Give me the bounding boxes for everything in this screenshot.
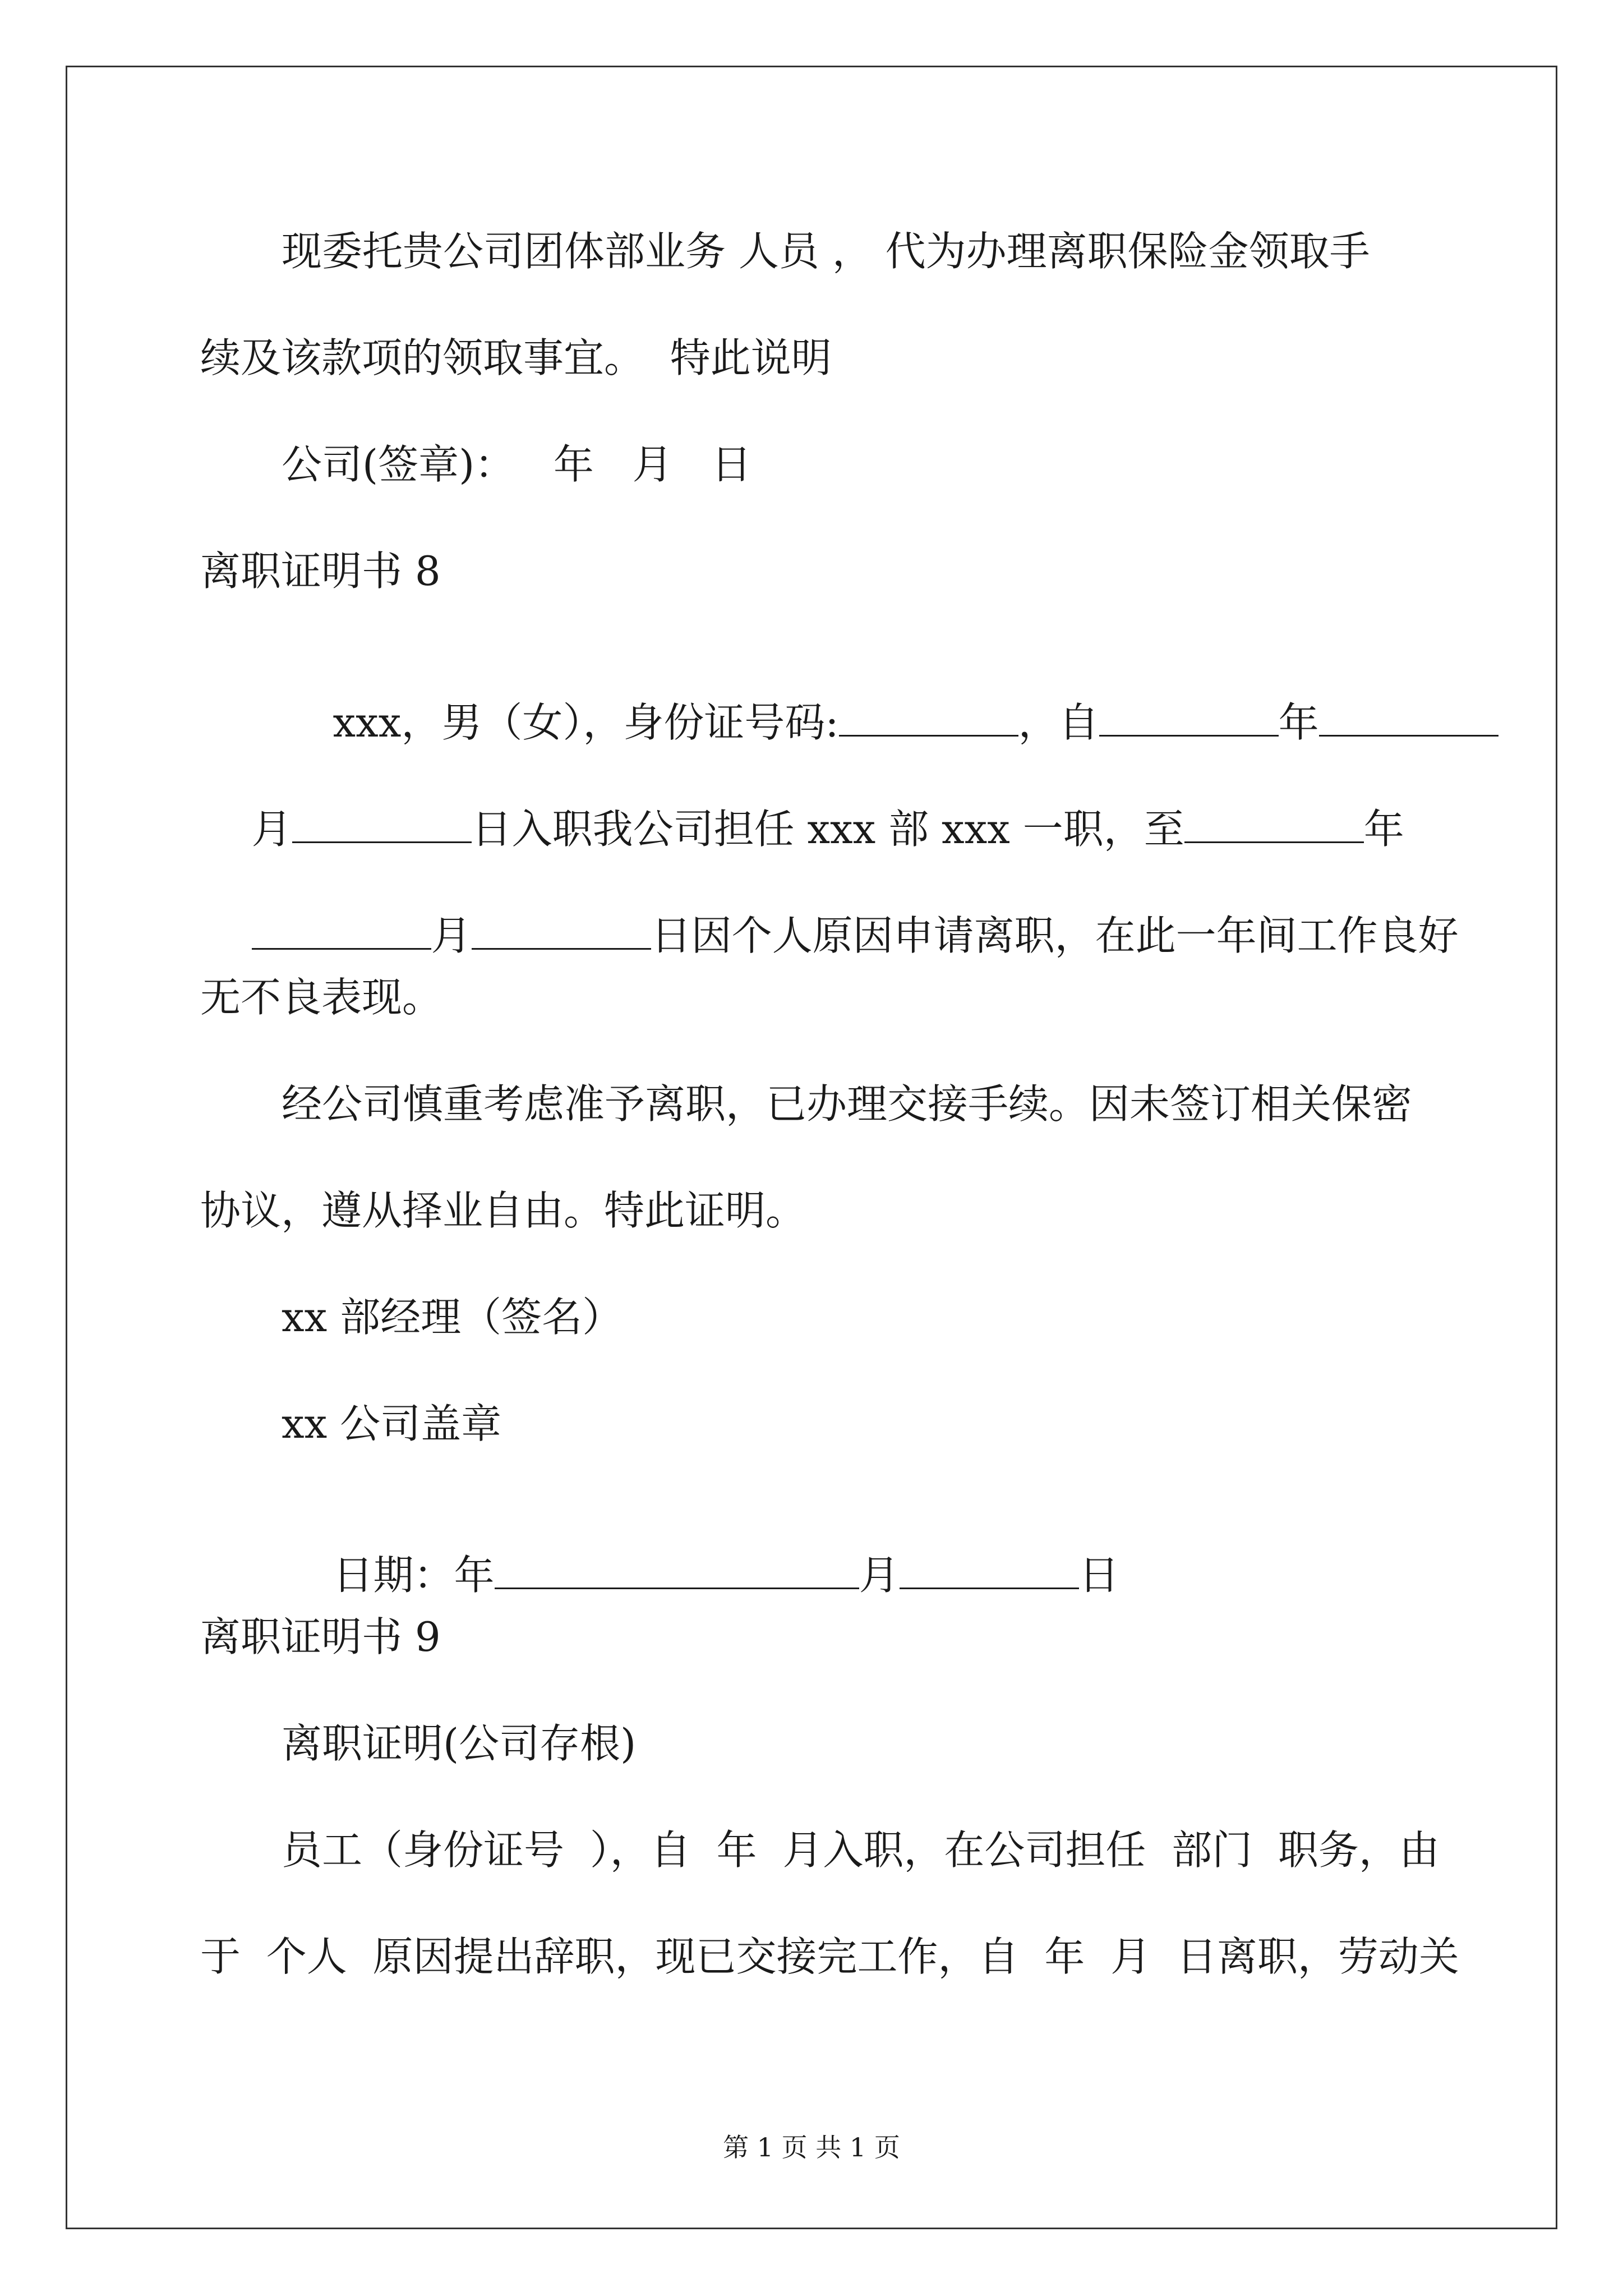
blank-id-number [839,698,1018,737]
text: 月 [859,1552,900,1599]
approval-line2: 协议，遵从择业自由。特此证明。 [200,1187,806,1234]
stub-employee-line1: 员工（身份证号 ），自 年 月入职，在公司担任 部门 职务，由 [282,1826,1440,1874]
page-border [66,66,1557,2229]
text: 年 [1278,699,1319,746]
text: 经公司慎重考虑准予离职，已办理交接手续。因未签订相关保密 [282,1080,1413,1128]
paragraph-entrust-line1 [282,228,1428,275]
blank-date-month [900,1550,1079,1589]
page-footer: 第 1 页 共 1 页 [723,2132,900,2162]
text: 现委托贵公司团体部业务 人员 ， 代为办理离职保险金领取手 [282,228,1370,275]
text: 日入职我公司担任 xxx 部 xxx 一职，至 [471,806,1184,853]
company-seal-date-line: 公司(签章)： 年 月 日 [282,441,752,488]
approval-line1 [282,1080,1428,1128]
paragraph-entrust-line2: 续及该款项的领取事宜。 特此说明 [200,334,832,381]
text: 日因个人原因申请离职，在此一年间工作良好 [651,912,1459,959]
stub-employee-line2: 于 个人 原因提出辞职，现已交接完工作，自 年 月 日离职，劳动关 [200,1933,1459,1980]
performance-line: 无不良表现。 [200,974,443,1021]
section-heading-8: 离职证明书 8 [200,547,441,595]
blank-end-day [472,911,651,950]
text: ，自 [1018,699,1099,746]
text: 年 [1363,806,1404,853]
text: 月 [251,806,292,853]
blank-start-month [1319,698,1498,737]
text: xxx，男（女），身份证号码: [333,699,839,746]
section-heading-9: 离职证明书 9 [200,1613,441,1660]
blank-end-month [252,911,431,950]
text: 日期：年 [333,1552,495,1599]
blank-date-year [495,1550,859,1589]
blank-start-year [1099,698,1279,737]
text: 月 [431,912,472,959]
company-seal-line: xx 公司盖章 [282,1400,502,1447]
stub-title: 离职证明(公司存根) [282,1720,637,1767]
text: 日 [1078,1552,1119,1599]
manager-signature-line: xx 部经理（签名） [282,1294,623,1341]
blank-end-year [1184,804,1364,843]
blank-start-day [292,804,472,843]
